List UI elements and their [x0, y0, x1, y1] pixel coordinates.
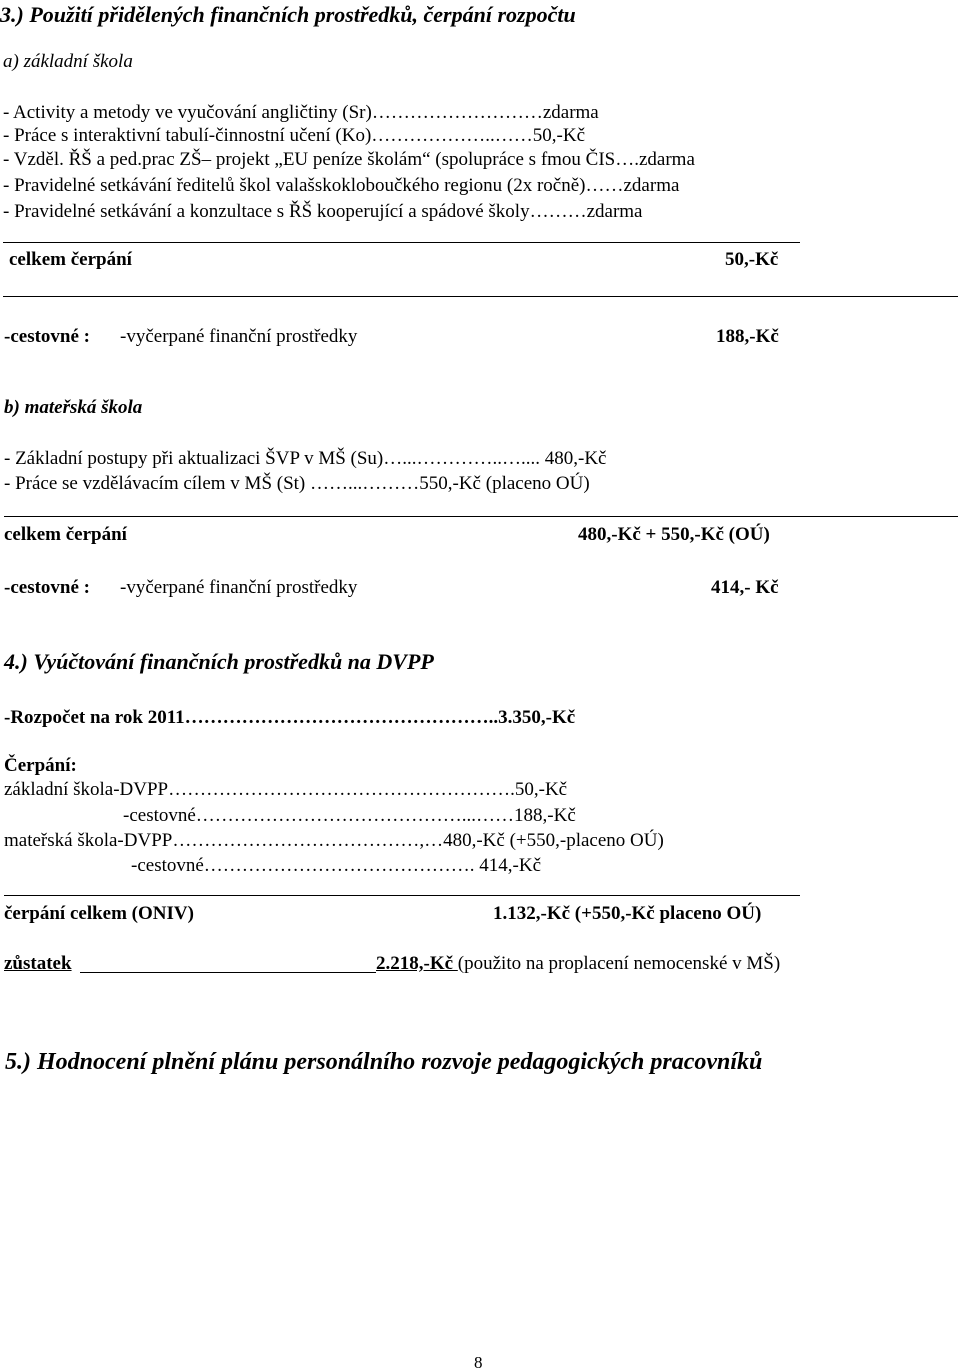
balance-label: zůstatek [4, 953, 72, 974]
spending-line: základní škola-DVPP……………………………………………….50,-Kč [4, 779, 568, 800]
total-label: celkem čerpání [9, 249, 132, 270]
travel-description: -vyčerpané finanční prostředky [120, 577, 358, 598]
spending-heading: Čerpání: [4, 755, 77, 776]
travel-label: -cestovné : [4, 326, 90, 347]
list-item: - Activity a metody ve vyučování angličtiny (Sr)………………………zdarma [3, 102, 599, 123]
list-item: - Práce se vzdělávacím cílem v MŠ (St) ……...………550,-Kč (placeno OÚ) [4, 473, 590, 494]
travel-label: -cestovné : [4, 577, 90, 598]
balance-note: (použito na proplacení nemocenské v MŠ) [457, 953, 781, 974]
total-value: 1.132,-Kč (+550,-Kč placeno OÚ) [493, 903, 762, 924]
page-number: 8 [474, 1353, 483, 1372]
subsection-b-heading: b) mateřská škola [4, 397, 143, 418]
balance-underline [80, 972, 376, 973]
list-item: - Základní postupy při aktualizaci ŠVP v MŠ (Su)…...…………..….... 480,-Kč [4, 448, 607, 469]
total-label: čerpání celkem (ONIV) [4, 903, 194, 924]
divider [3, 242, 800, 243]
section-5-title: 5.) Hodnocení plnění plánu personálního rozvoje pedagogických pracovníků [5, 1049, 763, 1075]
divider [4, 516, 958, 517]
section-3-title: 3.) Použití přidělených finančních prostředků, čerpání rozpočtu [0, 2, 576, 27]
spending-line: -cestovné……………………………………...……188,-Kč [123, 805, 576, 826]
travel-value: 188,-Kč [716, 326, 779, 347]
spending-line: -cestovné……………………………………. 414,-Kč [131, 855, 542, 876]
total-label: celkem čerpání [4, 524, 127, 545]
list-item: - Vzděl. ŘŠ a ped.prac ZŠ– projekt „EU peníze školám“ (spolupráce s fmou ČIS….zdarma [3, 149, 695, 170]
balance-value: 2.218,-Kč [376, 953, 458, 974]
travel-value: 414,- Kč [711, 577, 779, 598]
budget-line: -Rozpočet na rok 2011…………………………………………..3.350,-Kč [4, 707, 576, 728]
divider [3, 296, 958, 297]
travel-description: -vyčerpané finanční prostředky [120, 326, 358, 347]
list-item: - Práce s interaktivní tabulí-činnostní učení (Ko)………………..……50,-Kč [3, 125, 586, 146]
balance-value-group [376, 954, 780, 973]
spending-line: mateřská škola-DVPP…………………………………,…480,-Kč (+550,-placeno OÚ) [4, 830, 664, 851]
subsection-a-heading: a) základní škola [3, 51, 133, 72]
total-value: 50,-Kč [725, 249, 779, 270]
list-item: - Pravidelné setkávání a konzultace s ŘŠ kooperující a spádové školy………zdarma [3, 201, 643, 222]
divider [4, 895, 800, 896]
total-value: 480,-Kč + 550,-Kč (OÚ) [578, 524, 770, 545]
list-item: - Pravidelné setkávání ředitelů škol valašskokloboučkého regionu (2x ročně)……zdarma [3, 175, 680, 196]
section-4-title: 4.) Vyúčtování finančních prostředků na DVPP [4, 649, 434, 674]
